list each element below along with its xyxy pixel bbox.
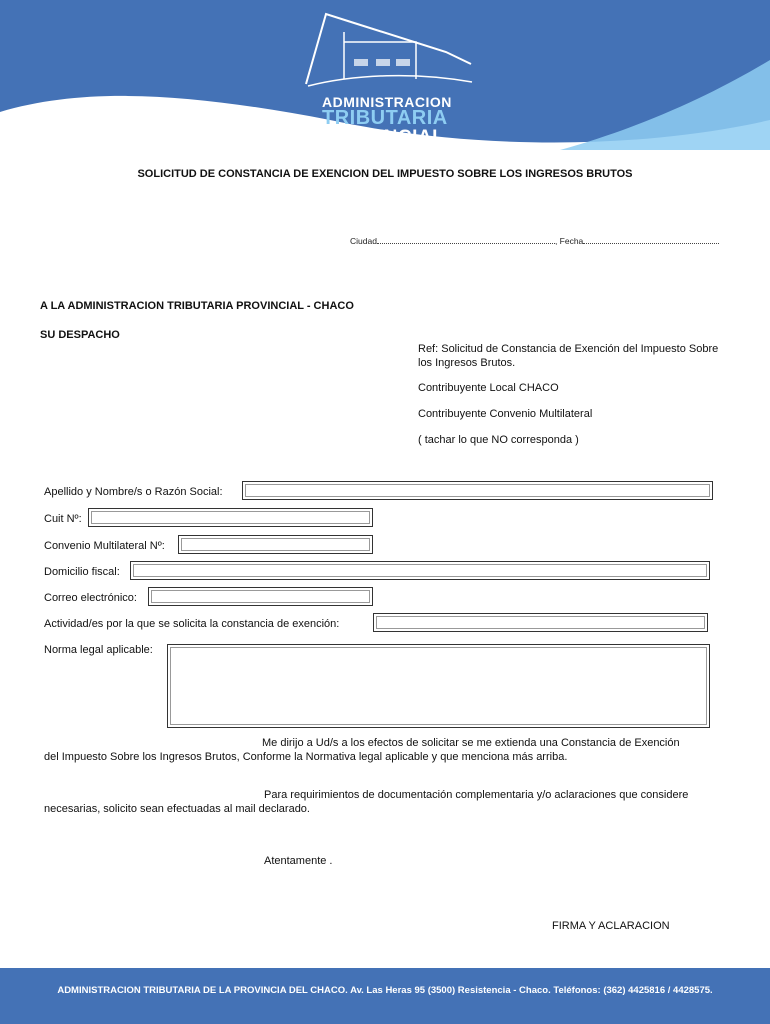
footer-text: ADMINISTRACION TRIBUTARIA DE LA PROVINCIA DEL CHACO. Av. Las Heras 95 (3500) Resistencia - Chaco. Teléfonos: (362) 4425816 / 4428575. bbox=[57, 985, 713, 996]
tachar-note: ( tachar lo que NO corresponda ) bbox=[418, 434, 579, 446]
paragraph-1-second-line: del Impuesto Sobre los Ingresos Brutos, Conforme la Normativa legal aplicable y que menciona más arriba. bbox=[44, 751, 568, 763]
cuit-field[interactable] bbox=[88, 508, 373, 527]
actividad-field[interactable] bbox=[373, 613, 708, 632]
date-blank[interactable] bbox=[583, 237, 719, 244]
addressee: A LA ADMINISTRACION TRIBUTARIA PROVINCIAL - CHACO bbox=[40, 300, 354, 312]
closing: Atentamente . bbox=[264, 855, 333, 867]
city-date-line bbox=[350, 236, 719, 246]
correo-field[interactable] bbox=[148, 587, 373, 606]
apellido-label: Apellido y Nombre/s o Razón Social: bbox=[44, 486, 223, 498]
document-title: SOLICITUD DE CONSTANCIA DE EXENCION DEL IMPUESTO SOBRE LOS INGRESOS BRUTOS bbox=[137, 168, 633, 180]
actividad-label: Actividad/es por la que se solicita la constancia de exención: bbox=[44, 618, 340, 630]
signature-label: FIRMA Y ACLARACION bbox=[552, 920, 670, 932]
option-convenio: Contribuyente Convenio Multilateral bbox=[418, 408, 593, 420]
convenio-label: Convenio Multilateral Nº: bbox=[44, 540, 165, 552]
paragraph-2-first-line: Para requirimientos de documentación complementaria y/o aclaraciones que considere bbox=[264, 789, 689, 801]
house-roof-icon bbox=[296, 4, 476, 99]
norma-label: Norma legal aplicable: bbox=[44, 644, 153, 656]
apellido-field[interactable] bbox=[242, 481, 713, 500]
domicilio-label: Domicilio fiscal: bbox=[44, 566, 120, 578]
logo-line-3: PROVINCIAL bbox=[322, 127, 445, 148]
logo-line-1: ADMINISTRACION bbox=[322, 94, 452, 110]
date-label: , Fecha bbox=[554, 236, 584, 246]
footer-bar bbox=[0, 968, 770, 1024]
city-blank[interactable] bbox=[377, 237, 555, 244]
despacho: SU DESPACHO bbox=[40, 329, 120, 341]
convenio-field[interactable] bbox=[178, 535, 373, 554]
paragraph-2-second-line: necesarias, solicito sean efectuadas al mail declarado. bbox=[44, 803, 310, 815]
norma-textarea[interactable] bbox=[167, 644, 710, 728]
reference-line: Ref: Solicitud de Constancia de Exención del Impuesto Sobre los Ingresos Brutos. bbox=[418, 343, 719, 369]
city-label: Ciudad bbox=[350, 236, 377, 246]
paragraph-1-first-line: Me dirijo a Ud/s a los efectos de solicitar se me extienda una Constancia de Exención bbox=[262, 737, 680, 749]
option-local: Contribuyente Local CHACO bbox=[418, 382, 559, 394]
logo-line-2: TRIBUTARIA bbox=[322, 107, 448, 129]
domicilio-field[interactable] bbox=[130, 561, 710, 580]
cuit-label: Cuit Nº: bbox=[44, 513, 82, 525]
atp-logo bbox=[296, 4, 476, 149]
correo-label: Correo electrónico: bbox=[44, 592, 137, 604]
